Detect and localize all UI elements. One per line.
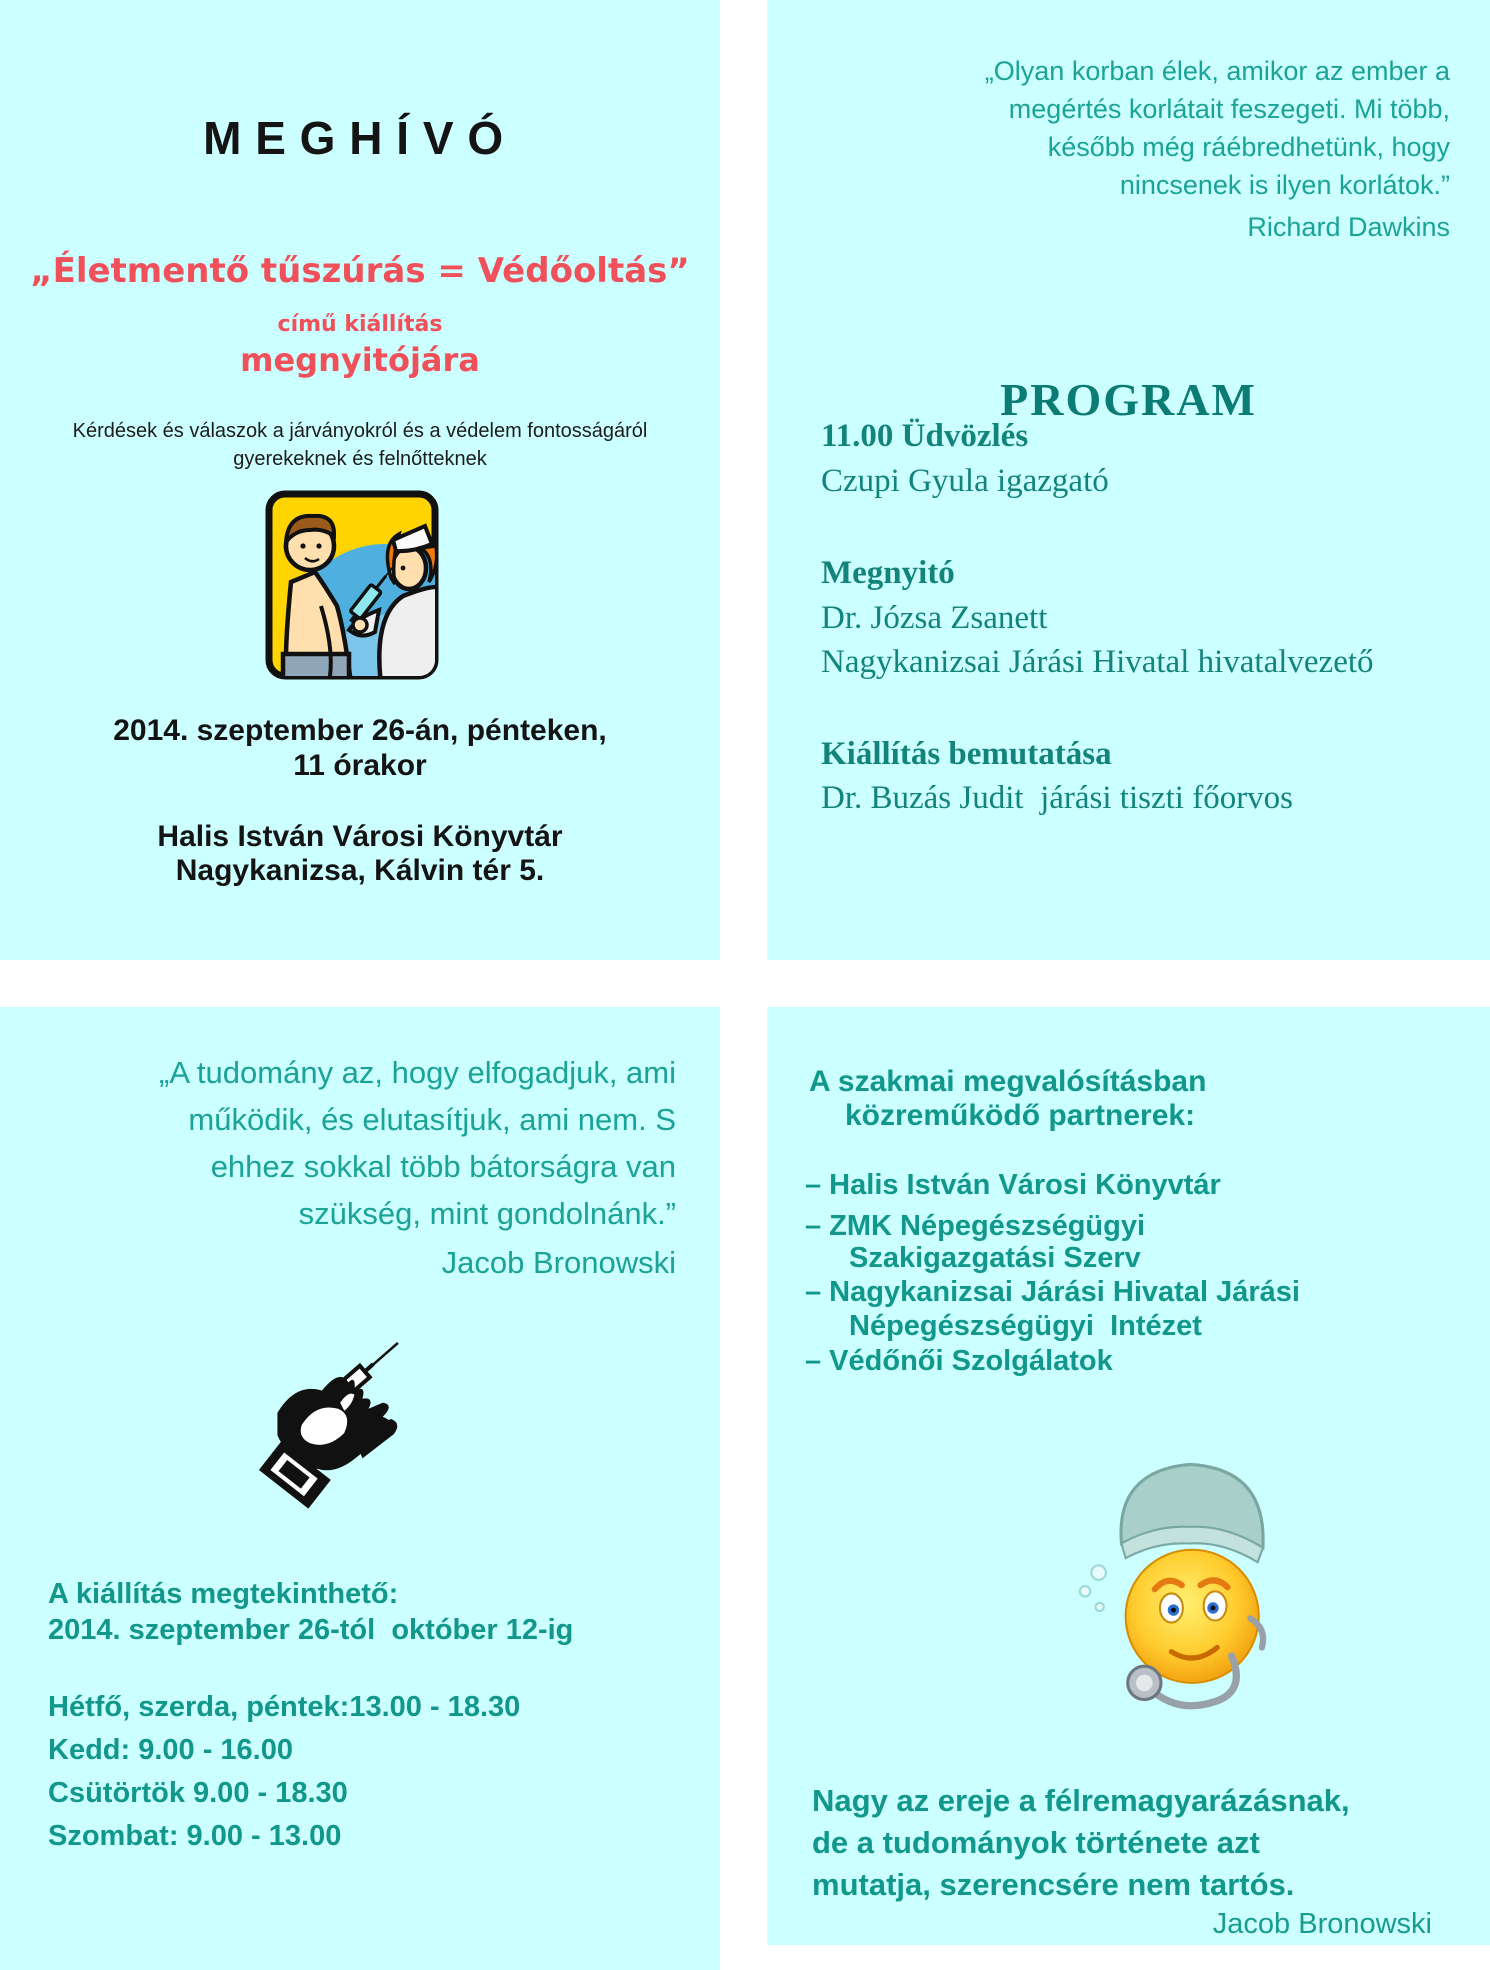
panel-opening-hours (0, 1007, 720, 1970)
program-item-line: Dr. Buzás Judit járási tiszti főorvos (821, 780, 1294, 816)
description-line2: gyerekeknek és felnőtteknek (233, 448, 487, 470)
program-title: PROGRAM (1000, 374, 1257, 425)
bronowski-quote-line2: működik, és elutasítjuk, ami nem. S (188, 1102, 676, 1137)
program-item-heading: Megnyitó (821, 555, 955, 591)
open-dates: 2014. szeptember 26-tól október 12-ig (48, 1614, 574, 1646)
panel-program (767, 0, 1490, 960)
bronowski-quote-line4: szükség, mint gondolnánk.” (298, 1196, 676, 1231)
panel-invitation (0, 0, 720, 960)
dawkins-quote-line4: nincsenek is ilyen korlátok.” (1119, 170, 1450, 200)
closing-quote-line1: Nagy az ereje a félremagyarázásnak, (812, 1783, 1350, 1818)
venue-line1: Halis István Városi Könyvtár (157, 820, 563, 853)
closing-quote-author: Jacob Bronowski (1212, 1908, 1432, 1940)
venue-line2: Nagykanizsa, Kálvin tér 5. (175, 854, 545, 887)
dawkins-quote-line3: később még ráébredhetünk, hogy (1047, 132, 1450, 162)
program-item-line: Nagykanizsai Járási Hivatal hivatalvezető (821, 644, 1374, 680)
hours-row: Csütörtök 9.00 - 18.30 (48, 1777, 348, 1809)
event-date-line1: 2014. szeptember 26-án, pénteken, (113, 714, 607, 747)
hours-row: Szombat: 9.00 - 13.00 (48, 1820, 342, 1852)
open-heading: A kiállítás megtekinthető: (48, 1578, 399, 1610)
bronowski-quote-line1: „A tudomány az, hogy elfogadjuk, ami (159, 1055, 676, 1090)
doctor-smiley-clipart (1067, 1452, 1307, 1712)
partners-heading-line1: A szakmai megvalósításban (809, 1065, 1207, 1098)
bronowski-quote-author: Jacob Bronowski (441, 1245, 676, 1280)
dawkins-quote-line1: „Olyan korban élek, amikor az ember a (984, 56, 1450, 86)
partner-item: – Halis István Városi Könyvtár (805, 1169, 1221, 1201)
event-date-line2: 11 órakor (293, 749, 427, 782)
bronowski-quote-line3: ehhez sokkal több bátorságra van (210, 1149, 676, 1184)
dawkins-quote-line2: megértés korlátait feszegeti. Mi több, (1008, 94, 1450, 124)
program-item-heading: 11.00 Üdvözlés (821, 418, 1029, 454)
partner-item-wrap: Népegészségügyi Intézet (849, 1310, 1202, 1342)
program-item-line: Dr. Józsa Zsanett (821, 600, 1048, 636)
vaccination-clipart (263, 484, 441, 684)
exhibition-subtitle2: megnyitójára (240, 341, 480, 379)
program-item-heading: Kiállítás bemutatása (821, 736, 1112, 772)
hours-row: Kedd: 9.00 - 16.00 (48, 1734, 293, 1766)
syringe-hand-clipart (243, 1333, 405, 1525)
partner-item-wrap: Szakigazgatási Szerv (849, 1242, 1141, 1274)
invitation-title: MEGHÍVÓ (203, 112, 517, 164)
panel-partners (767, 1007, 1490, 1945)
partner-item: – ZMK Népegészségügyi (805, 1210, 1146, 1242)
hours-row: Hétfő, szerda, péntek:13.00 - 18.30 (48, 1691, 521, 1723)
partner-item: – Nagykanizsai Járási Hivatal Járási (805, 1276, 1300, 1308)
partner-item: – Védőnői Szolgálatok (805, 1345, 1113, 1377)
program-item-line: Czupi Gyula igazgató (821, 463, 1109, 499)
closing-quote-line2: de a tudományok története azt (812, 1825, 1260, 1860)
exhibition-subtitle: című kiállítás (277, 312, 443, 337)
exhibition-title: „Életmentő tűszúrás = Védőoltás” (30, 251, 690, 291)
description-line1: Kérdések és válaszok a járványokról és a védelem fontosságáról (72, 420, 648, 442)
closing-quote-line3: mutatja, szerencsére nem tartós. (812, 1867, 1295, 1902)
partners-heading-line2: közreműködő partnerek: (845, 1099, 1196, 1132)
dawkins-quote-author: Richard Dawkins (1247, 212, 1450, 242)
